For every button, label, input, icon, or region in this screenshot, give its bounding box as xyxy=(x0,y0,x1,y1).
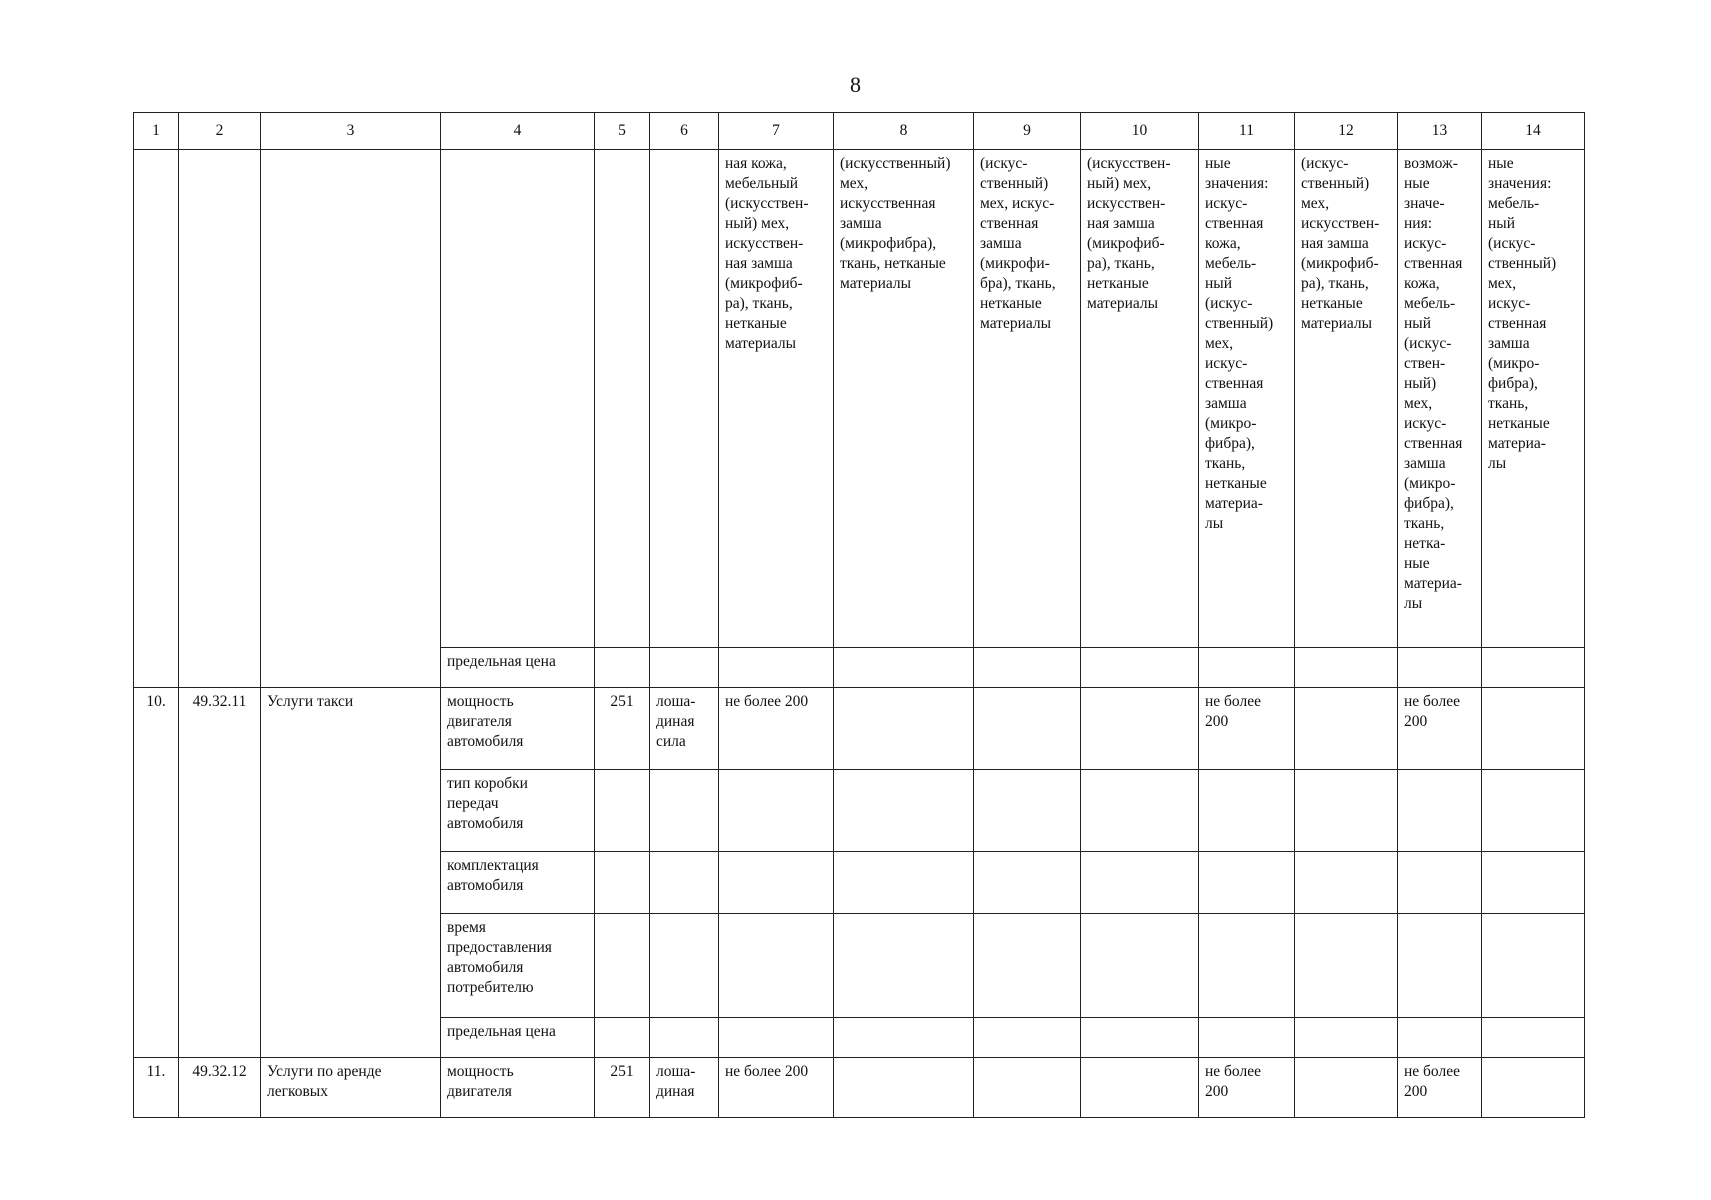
value-cell xyxy=(1398,648,1482,688)
value-cell xyxy=(1482,770,1585,852)
column-header: 13 xyxy=(1398,113,1482,150)
value-cell xyxy=(1482,648,1585,688)
value-cell xyxy=(1199,852,1295,914)
value-cell xyxy=(834,1018,974,1058)
item-name-cell xyxy=(261,150,441,688)
characteristics-table xyxy=(133,112,1585,1118)
value-cell xyxy=(1295,852,1398,914)
row-number-cell: 10. xyxy=(134,688,179,1058)
value-cell: ная кожа, мебельный (искусствен- ный) мех, искусствен- ная замша (микрофиб- ра), ткань, нетканые материалы xyxy=(719,150,834,648)
unit-name-cell xyxy=(650,770,719,852)
characteristic-cell: мощность двигателя xyxy=(441,1058,595,1118)
value-cell: возмож- ные значе- ния: искус- ственная кожа, мебель- ный (искус- ствен- ный) мех, искус- ственная замша (микро- фибра), ткань, нетка- ные материа- лы xyxy=(1398,150,1482,648)
column-header: 12 xyxy=(1295,113,1398,150)
unit-name-cell: лоша- диная xyxy=(650,1058,719,1118)
column-header: 9 xyxy=(974,113,1081,150)
okpd-code-cell: 49.32.12 xyxy=(179,1058,261,1118)
unit-code-cell: 251 xyxy=(595,688,650,770)
value-cell xyxy=(974,1058,1081,1118)
value-cell: ные значения: мебель- ный (искус- ственный) мех, искус- ственная замша (микро- фибра), ткань, нетканые материа- лы xyxy=(1482,150,1585,648)
column-header: 8 xyxy=(834,113,974,150)
unit-code-cell xyxy=(595,914,650,1018)
unit-code-cell: 251 xyxy=(595,1058,650,1118)
row-number-cell: 11. xyxy=(134,1058,179,1118)
value-cell xyxy=(834,914,974,1018)
value-cell xyxy=(1199,914,1295,1018)
value-cell xyxy=(1482,1018,1585,1058)
column-header: 5 xyxy=(595,113,650,150)
value-cell xyxy=(834,770,974,852)
page-number: 8 xyxy=(850,72,861,97)
characteristic-cell xyxy=(441,150,595,648)
characteristic-cell: тип коробки передач автомобиля xyxy=(441,770,595,852)
value-cell xyxy=(974,914,1081,1018)
value-cell xyxy=(1081,648,1199,688)
row-number-cell xyxy=(134,150,179,688)
value-cell xyxy=(1295,770,1398,852)
value-cell xyxy=(834,648,974,688)
column-header: 6 xyxy=(650,113,719,150)
value-cell: не более 200 xyxy=(1398,688,1482,770)
value-cell xyxy=(1081,688,1199,770)
characteristic-cell: предельная цена xyxy=(441,648,595,688)
value-cell xyxy=(834,1058,974,1118)
value-cell xyxy=(1081,770,1199,852)
value-cell xyxy=(974,688,1081,770)
column-number-row xyxy=(134,113,1585,150)
value-cell xyxy=(974,648,1081,688)
value-cell xyxy=(1295,1018,1398,1058)
unit-code-cell xyxy=(595,770,650,852)
characteristic-cell: предельная цена xyxy=(441,1018,595,1058)
value-cell xyxy=(1482,688,1585,770)
value-cell xyxy=(719,852,834,914)
value-cell xyxy=(974,852,1081,914)
value-cell xyxy=(974,770,1081,852)
value-cell xyxy=(1482,1058,1585,1118)
value-cell xyxy=(1482,914,1585,1018)
value-cell xyxy=(1081,852,1199,914)
value-cell xyxy=(1295,914,1398,1018)
column-header: 11 xyxy=(1199,113,1295,150)
value-cell xyxy=(1398,770,1482,852)
unit-name-cell xyxy=(650,852,719,914)
unit-code-cell xyxy=(595,150,650,648)
value-cell xyxy=(1398,852,1482,914)
value-cell xyxy=(1398,914,1482,1018)
unit-code-cell xyxy=(595,1018,650,1058)
unit-code-cell xyxy=(595,648,650,688)
column-header: 1 xyxy=(134,113,179,150)
table-row xyxy=(134,150,1585,648)
value-cell xyxy=(1295,1058,1398,1118)
value-cell xyxy=(1081,914,1199,1018)
value-cell: (искус- ственный) мех, искус- ственная замша (микрофи- бра), ткань, нетканые материалы xyxy=(974,150,1081,648)
value-cell: не более 200 xyxy=(1199,688,1295,770)
characteristic-cell: мощность двигателя автомобиля xyxy=(441,688,595,770)
value-cell xyxy=(974,1018,1081,1058)
value-cell xyxy=(719,1018,834,1058)
value-cell xyxy=(1199,648,1295,688)
unit-name-cell xyxy=(650,648,719,688)
value-cell xyxy=(1482,852,1585,914)
unit-name-cell xyxy=(650,150,719,648)
column-header: 7 xyxy=(719,113,834,150)
value-cell xyxy=(1081,1058,1199,1118)
characteristic-cell: комплектация автомобиля xyxy=(441,852,595,914)
value-cell xyxy=(1398,1018,1482,1058)
item-name-cell: Услуги по аренде легковых xyxy=(261,1058,441,1118)
unit-name-cell: лоша- диная сила xyxy=(650,688,719,770)
value-cell: не более 200 xyxy=(1199,1058,1295,1118)
characteristic-cell: время предоставления автомобиля потребителю xyxy=(441,914,595,1018)
unit-name-cell xyxy=(650,1018,719,1058)
value-cell xyxy=(719,914,834,1018)
value-cell: ные значения: искус- ственная кожа, мебель- ный (искус- ственный) мех, искус- ственная замша (микро- фибра), ткань, нетканые материа- лы xyxy=(1199,150,1295,648)
value-cell xyxy=(1295,648,1398,688)
value-cell: не более 200 xyxy=(719,1058,834,1118)
column-header: 2 xyxy=(179,113,261,150)
column-header: 4 xyxy=(441,113,595,150)
value-cell: (искусственный) мех, искусственная замша (микрофибра), ткань, нетканые материалы xyxy=(834,150,974,648)
value-cell xyxy=(719,648,834,688)
value-cell xyxy=(1081,1018,1199,1058)
column-header: 14 xyxy=(1482,113,1585,150)
column-header: 3 xyxy=(261,113,441,150)
table-row xyxy=(134,1058,1585,1118)
value-cell xyxy=(719,770,834,852)
okpd-code-cell: 49.32.11 xyxy=(179,688,261,1058)
okpd-code-cell xyxy=(179,150,261,688)
value-cell xyxy=(834,688,974,770)
value-cell: не более 200 xyxy=(719,688,834,770)
unit-name-cell xyxy=(650,914,719,1018)
value-cell xyxy=(834,852,974,914)
value-cell: (искусствен- ный) мех, искусствен- ная замша (микрофиб- ра), ткань, нетканые материалы xyxy=(1081,150,1199,648)
value-cell xyxy=(1199,770,1295,852)
column-header: 10 xyxy=(1081,113,1199,150)
table-row xyxy=(134,688,1585,770)
value-cell: (искус- ственный) мех, искусствен- ная замша (микрофиб- ра), ткань, нетканые материалы xyxy=(1295,150,1398,648)
unit-code-cell xyxy=(595,852,650,914)
value-cell xyxy=(1199,1018,1295,1058)
value-cell xyxy=(1295,688,1398,770)
item-name-cell: Услуги такси xyxy=(261,688,441,1058)
value-cell: не более 200 xyxy=(1398,1058,1482,1118)
